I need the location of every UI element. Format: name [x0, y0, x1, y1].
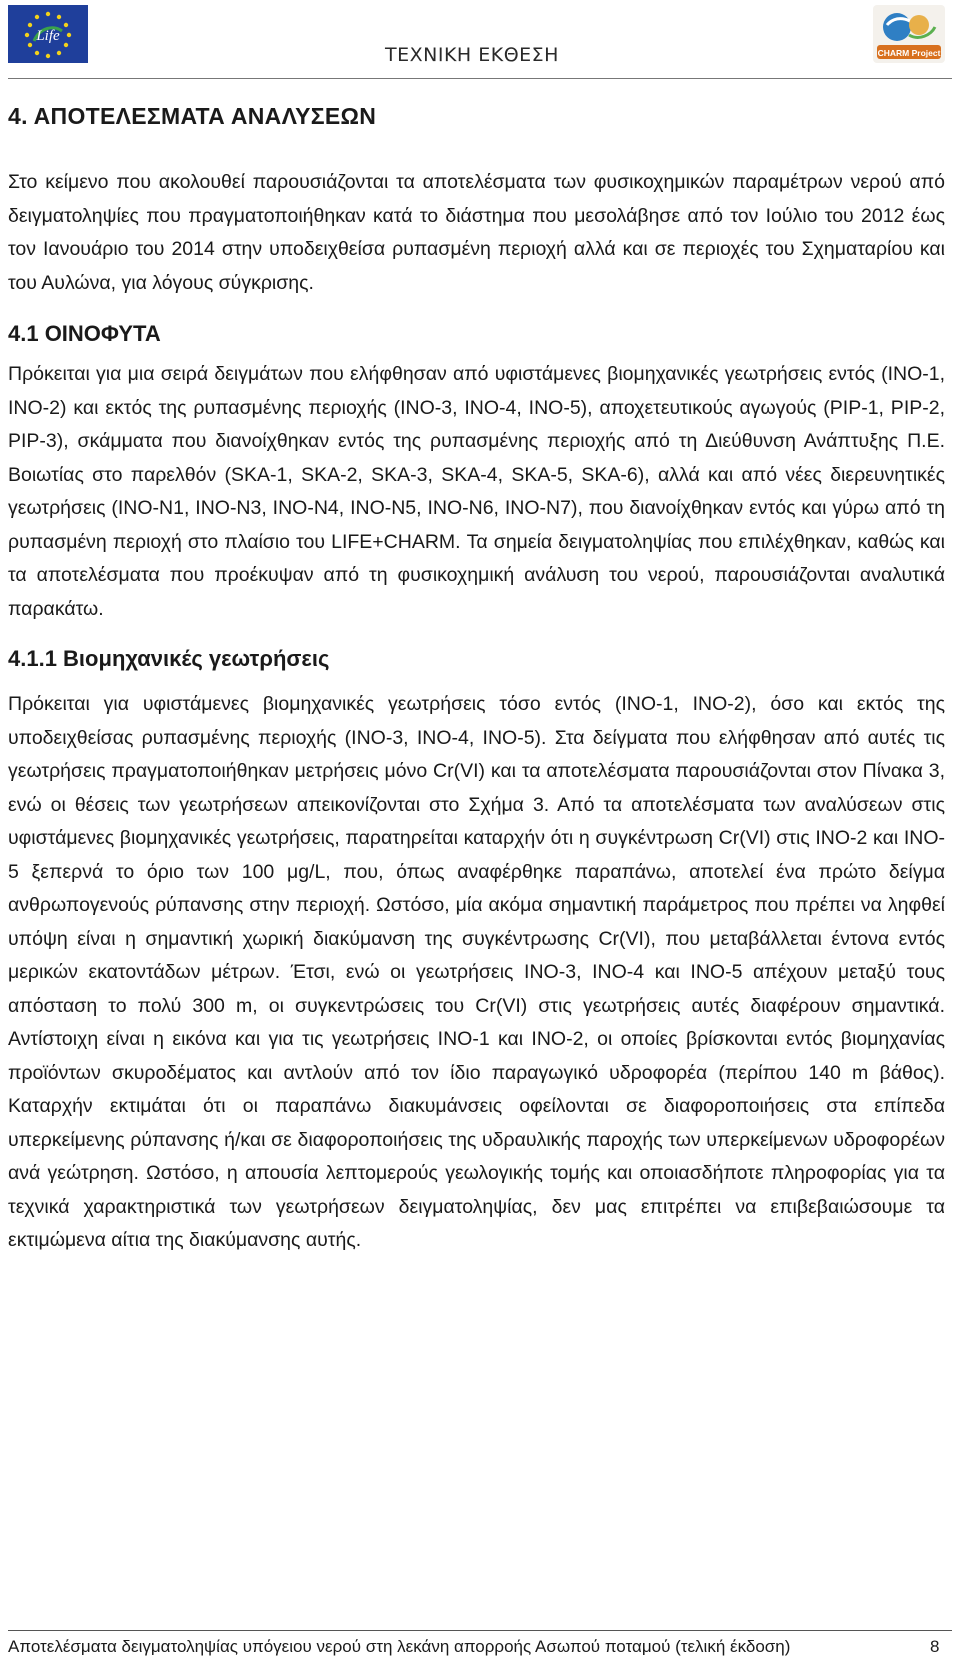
page-header [0, 0, 960, 80]
page-number: 8 [930, 1637, 940, 1656]
subsection-paragraph: Πρόκειται για μια σειρά δειγμάτων που ελήφθησαν από υφιστάμενες βιομηχανικές γεωτρήσεις εντός (INO-1, INO-2) και εκτός της ρυπασμένης περιοχής (INO-3, INO-4, INO-5), αποχετευτικούς αγωγούς (PIP-1, PIP-2, PIP-3), σκάμματα που διανοίχθηκαν εντός της ρυπασμένης περιοχής από τη Διεύθυνση Ανάπτυξης Π.Ε. Βοιωτίας στο παρελθόν (SKA-1, SKA-2, SKA-3, SKA-4, SKA-5, SKA-6), αλλά και από νέες διερευνητικές γεωτρήσεις (INO-N1, INO-N3, INO-N4, INO-N5, INO-N6, INO-N7), που διανοίχθηκαν εντός και γύρω από τη ρυπασμένη περιοχή στο πλαίσιο του LIFE+CHARM. Τα σημεία δειγματοληψίας που επιλέχθηκαν, καθώς και τα αποτελέσματα που προέκυψαν από τη φυσικοχημική ανάλυση του νερού, παρουσιάζονται αναλυτικά παρακάτω. [8, 363, 945, 620]
charm-project-logo [873, 5, 945, 63]
page-content [8, 96, 945, 1258]
document-type-title: ΤΕΧΝΙΚΗ ΕΚΘΕΣΗ [385, 44, 559, 66]
life-logo [8, 5, 88, 63]
section-heading: 4. ΑΠΟΤΕΛΕΣΜΑΤΑ ΑΝΑΛΥΣΕΩΝ [8, 103, 377, 129]
subsubsection-heading: 4.1.1 Βιομηχανικές γεωτρήσεις [8, 646, 330, 671]
svg-text:Life: Life [36, 28, 60, 44]
svg-text:CHARM Project: CHARM Project [877, 48, 941, 58]
footer-document-title: Αποτελέσματα δειγματοληψίας υπόγειου νερού στη λεκάνη απορροής Ασωπού ποταμού (τελική έκδοση) [8, 1637, 791, 1656]
section-intro-paragraph: Στο κείμενο που ακολουθεί παρουσιάζονται τα αποτελέσματα των φυσικοχημικών παραμέτρων νερού από δειγματοληψίες που πραγματοποιήθηκαν κατά το διάστημα που μεσολάβησε από τον Ιούλιο του 2012 έως τον Ιανουάριο του 2014 στην υποδειχθείσα ρυπασμένη περιοχή αλλά και σε περιοχές του Σχηματαρίου και του Αυλώνα, για λόγους σύγκρισης. [8, 171, 945, 294]
subsection-heading: 4.1 ΟΙΝΟΦΥΤΑ [8, 321, 161, 346]
header-divider [8, 78, 952, 79]
footer-divider [8, 1630, 952, 1631]
subsubsection-paragraph: Πρόκειται για υφιστάμενες βιομηχανικές γεωτρήσεις τόσο εντός (INO-1, INO-2), όσο και εκτός της υποδειχθείσας ρυπασμένης περιοχής (INO-3, INO-4, INO-5). Στα δείγματα που ελήφθησαν από αυτές τις γεωτρήσεις πραγματοποιήθηκαν μετρήσεις μόνο Cr(VI) και τα αποτελέσματα παρουσιάζονται στον Πίνακα 3, ενώ οι θέσεις των γεωτρήσεων απεικονίζονται στο Σχήμα 3. Από τα αποτελέσματα των αναλύσεων στις υφιστάμενες βιομηχανικές γεωτρήσεις, παρατηρείται καταρχήν ότι η συγκέντρωση Cr(VI) στις INO-2 και INO-5 ξεπερνά το όριο των 100 μg/L, που, όπως αναφέρθηκε παραπάνω, αποτελεί ένα πρώτο δείγμα ανθρωπογενούς ρύπανσης στην περιοχή. Ωστόσο, μία ακόμα σημαντική παράμετρος που πρέπει να ληφθεί υπόψη είναι η σημαντική χωρική διακύμανση της συγκέντρωσης Cr(VI), που μεταβάλλεται έντονα εντός μερικών εκατοντάδων μέτρων. Έτσι, ενώ οι γεωτρήσεις INO-3, INO-4 και INO-5 απέχουν μεταξύ τους απόσταση το πολύ 300 m, οι συγκεντρώσεις του Cr(VI) στις γεωτρήσεις αυτές διαφέρουν σημαντικά. Αντίστοιχη είναι η εικόνα και για τις γεωτρήσεις INO-1 και INO-2, οι οποίες βρίσκονται εντός βιομηχανίας προϊόντων σκυροδέματος και αντλούν από τον ίδιο παραγωγικό υδροφορέα (περίπου 140 m βάθος). Καταρχήν εκτιμάται ότι οι παραπάνω διακυμάνσεις οφείλονται σε διαφοροποιήσεις στα επίπεδα υπερκείμενης ρύπανσης ή/και σε διαφοροποιήσεις της υδραυλικής παροχής των υπερκείμενων υδροφορέων ανά γεώτρηση. Ωστόσο, η απουσία λεπτομερούς γεωλογικής τομής και οποιασδήποτε πληροφορίας για τα τεχνικά χαρακτηριστικά των γεωτρήσεων δειγματοληψίας, δεν μας επιτρέπει να επιβεβαιώσουμε τα εκτιμώμενα αίτια της διακύμανσης αυτής. [8, 693, 945, 1251]
